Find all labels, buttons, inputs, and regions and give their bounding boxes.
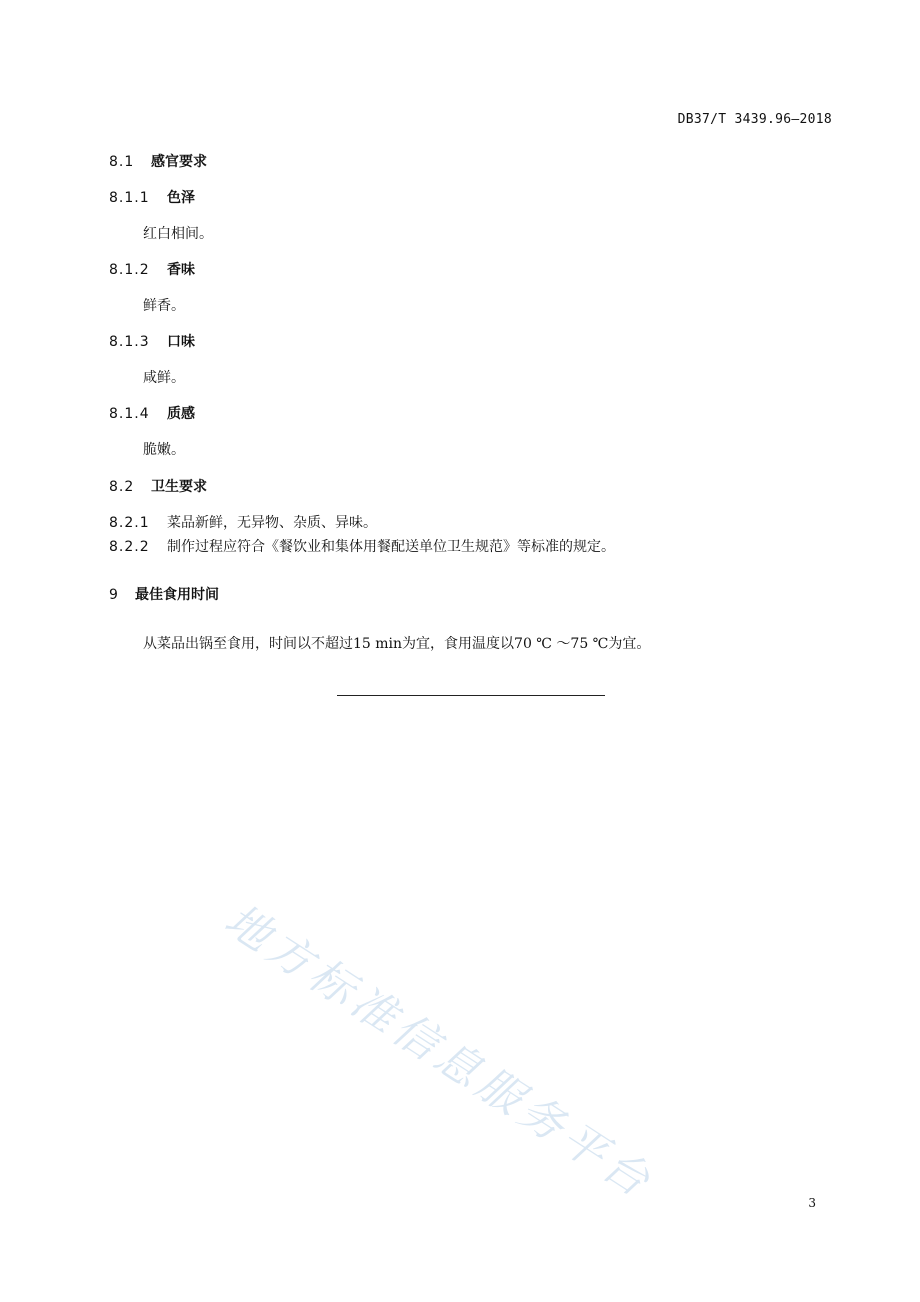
section-title: 感官要求 [151, 154, 207, 170]
page-number: 3 [808, 1196, 816, 1210]
section-heading-8-1-4 [109, 403, 195, 423]
clause-text: 制作过程应符合《餐饮业和集体用餐配送单位卫生规范》等标准的规定。 [167, 539, 615, 555]
section-number: 8.1.2 [109, 262, 150, 278]
section-title: 香味 [167, 262, 195, 278]
section-title: 色泽 [167, 190, 195, 206]
section-number: 9 [109, 587, 119, 603]
section-heading-8-1-1 [109, 187, 195, 207]
section-body-8-1-1: 红白相间。 [143, 226, 213, 242]
section-number: 8.1.3 [109, 334, 150, 350]
section-body-9: 从菜品出锅至食用，时间以不超过15 min为宜，食用温度以70 ℃ ～75 ℃为宜。 [143, 636, 651, 652]
section-body-8-1-2: 鲜香。 [143, 298, 185, 314]
section-title: 卫生要求 [151, 479, 207, 495]
section-number: 8.1.4 [109, 406, 150, 422]
section-title: 质感 [167, 406, 195, 422]
section-heading-8-1 [109, 151, 207, 171]
section-title: 最佳食用时间 [135, 587, 219, 603]
section-number: 8.1 [109, 154, 135, 170]
clause-8-2-1 [109, 512, 377, 532]
section-heading-8-2 [109, 476, 207, 496]
section-body-8-1-3: 咸鲜。 [143, 370, 185, 386]
section-number: 8.2 [109, 479, 135, 495]
standard-code: DB37/T 3439.96—2018 [677, 112, 832, 127]
section-number: 8.1.1 [109, 190, 150, 206]
clause-text: 菜品新鲜，无异物、杂质、异味。 [167, 515, 377, 531]
clause-8-2-2 [109, 536, 615, 556]
section-heading-8-1-3 [109, 331, 195, 351]
section-body-8-1-4: 脆嫩。 [143, 442, 185, 458]
section-heading-8-1-2 [109, 259, 195, 279]
clause-number: 8.2.2 [109, 539, 150, 555]
clause-number: 8.2.1 [109, 515, 150, 531]
end-of-document-rule [337, 695, 605, 696]
section-title: 口味 [167, 334, 195, 350]
watermark: 地方标准信息服务平台 [215, 894, 663, 1210]
section-heading-9 [109, 584, 219, 604]
